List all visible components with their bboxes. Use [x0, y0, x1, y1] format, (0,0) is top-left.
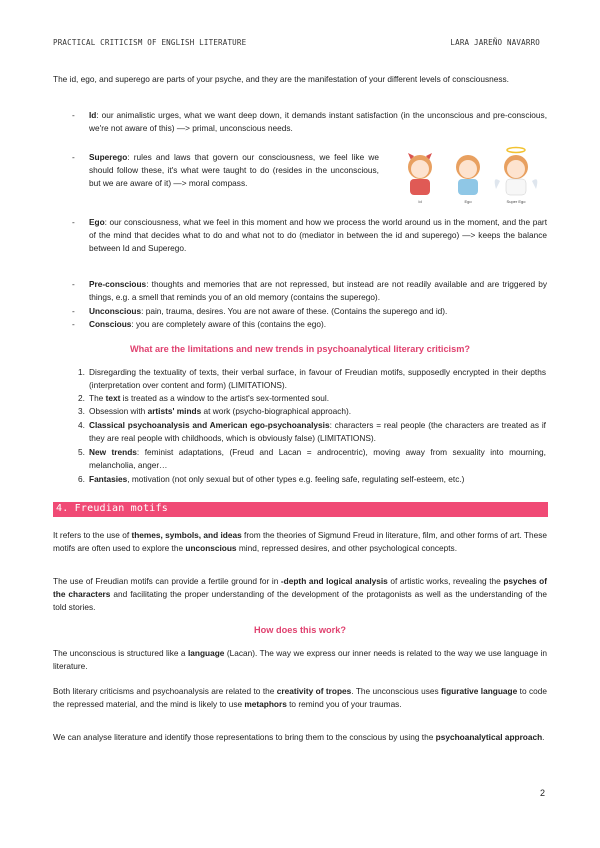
text-run: of artistic works, revealing the — [387, 576, 504, 586]
intro-paragraph: The id, ego, and superego are parts of your psyche, and they are the manifestation of your different levels of consciousness. — [53, 74, 509, 84]
text-run: to remind you of your traumas. — [286, 698, 402, 709]
bullet-term: Id — [89, 110, 97, 120]
text-run: . — [542, 732, 545, 742]
bullet-term: Conscious — [89, 319, 132, 329]
text-bold: metaphors — [244, 698, 287, 709]
question-limitations: What are the limitations and new trends in psychoanalytical literary criticism? — [129, 344, 471, 354]
item-text-post: is treated as a window to the artist's sex-tormented soul. — [120, 393, 330, 403]
item-text-post: : characters = real people (the characters are treated as if they are real people with childhoods, which is obviously false) (LIMITATIONS). — [89, 420, 546, 443]
item-text-bold: New trends — [89, 447, 137, 457]
question-how-it-works: How does this work? — [254, 625, 346, 635]
text-run: We can analyse literature and identify those representations to bring them to the conscious by using the — [53, 732, 436, 742]
bullet-marker: - — [72, 152, 75, 162]
id-label: Id — [418, 199, 422, 204]
section-heading: 4. Freudian motifs — [56, 503, 168, 514]
item-number: 4. — [78, 420, 85, 430]
bullet-marker: - — [72, 279, 75, 289]
text-bold: language — [187, 648, 225, 658]
bullet-text: : you are completely aware of this (contains the ego). — [131, 319, 327, 329]
text-run: to code the repressed material, and the mind is likely to use — [53, 686, 547, 709]
bullet-marker: - — [72, 217, 75, 227]
text-bold: psychoanalytical approach — [435, 732, 543, 742]
bullet-term: Superego — [89, 152, 128, 162]
item-text-bold: Fantasies — [89, 474, 128, 484]
text-bold: creativity of tropes — [276, 686, 352, 696]
item-number: 1. — [78, 367, 85, 377]
bullet-text: : rules and laws that govern our consciousness, we feel like we should follow these, it's what were taught to do (resides in the unconscious, but we are aware of it) —> moral compass. — [89, 152, 379, 188]
text-run: The use of Freudian motifs can provide a fertile ground for in — [53, 576, 281, 586]
bullet-marker: - — [72, 110, 75, 120]
id-figure — [408, 153, 432, 204]
item-number: 2. — [78, 393, 85, 403]
text-bold: figurative language — [441, 686, 518, 696]
item-number: 3. — [78, 406, 85, 416]
ego-label: Ego — [464, 199, 472, 204]
text-run: and facilitating the proper understanding of the development of the protagonists as well as the understanding of the told stories. — [53, 588, 547, 612]
item-text-bold: text — [105, 393, 121, 403]
id-ego-superego-illustration — [398, 145, 548, 207]
superego-label: Super Ego — [506, 199, 526, 204]
text-bold: unconscious — [185, 542, 237, 553]
paragraph-tropes — [53, 685, 547, 711]
section-heading-bar — [53, 502, 548, 517]
item-text: Disregarding the textuality of texts, their verbal surface, in favour of Freudian motifs, supposedly encrypted in their depths (interpretation over content and form) (LIMITATIONS). — [89, 367, 546, 390]
bullet-text: : our consciousness, what we feel in this moment and how we process the world around us in the moment, and the part of the mind that decides what to do and what not to do (mediator in between the id and superego) —> keeps the balance between Id and Superego. — [89, 217, 547, 253]
bullet-text: : pain, trauma, desires. You are not aware of these. (Contains the superego and id). — [141, 306, 448, 316]
item-number: 6. — [78, 474, 85, 484]
paragraph-language — [53, 647, 547, 673]
item-text-pre: The — [89, 393, 106, 403]
item-text-post: , motivation (not only sexual but of other types e.g. feeling safe, regulating self-esteem, etc.) — [127, 474, 465, 484]
header-left: PRACTICAL CRITICISM OF ENGLISH LITERATURE — [53, 38, 247, 47]
paragraph-fertile-ground — [53, 575, 547, 613]
item-text-bold: Classical psychoanalysis and American ego-psychoanalysis — [89, 420, 330, 430]
bullet-text: : our animalistic urges, what we want deep down, it demands instant satisfaction (in the unconscious and pre-conscious, we're not aware of this) —> primal, unconscious needs. — [89, 110, 547, 133]
item-text-bold: artists' minds — [147, 406, 202, 416]
paragraph-approach — [53, 731, 547, 744]
item-number: 5. — [78, 447, 85, 457]
paragraph-freudian-motifs — [53, 529, 547, 555]
superego-figure — [495, 148, 538, 205]
bullet-term: Unconscious — [89, 306, 142, 316]
text-run: (Lacan). The way we express our inner needs is related to the way we use language in literature. — [53, 648, 547, 671]
text-run: Both literary criticisms and psychoanalysis are related to the — [53, 686, 277, 696]
text-run: from the theories of Sigmund Freud in literature, film, and other forms of art. These motifs are often used to explore the — [53, 530, 547, 553]
page-number: 2 — [539, 788, 545, 798]
ego-figure — [456, 155, 480, 204]
bullet-marker: - — [72, 319, 75, 329]
header-right: LARA JAREÑO NAVARRO — [450, 38, 540, 47]
text-bold: themes, symbols, and ideas — [131, 530, 242, 540]
text-bold: -depth and logical analysis — [280, 576, 388, 586]
item-text-post: : feminist adaptations, (Freud and Lacan = androcentric), moving away from sexuality into mourning, melancholia, anger… — [89, 447, 546, 470]
bullet-term: Ego — [89, 217, 105, 227]
bullet-term: Pre-conscious — [89, 279, 147, 289]
text-run: mind, repressed desires, and other psychological concepts. — [236, 542, 457, 553]
text-run: The unconscious is structured like a — [53, 648, 188, 658]
text-run: . The unconscious uses — [351, 686, 442, 696]
bullet-text: : thoughts and memories that are not repressed, but instead are not readily available and are triggered by things, e.g. a smell that reminds you of an old memory (contains the superego). — [89, 279, 547, 302]
text-bold: psyches of the characters — [53, 576, 547, 599]
item-text-post: at work (psycho-biographical approach). — [201, 406, 352, 416]
text-run: It refers to the use of — [53, 530, 132, 540]
bullet-marker: - — [72, 306, 75, 316]
item-text-pre: Obsession with — [89, 406, 148, 416]
